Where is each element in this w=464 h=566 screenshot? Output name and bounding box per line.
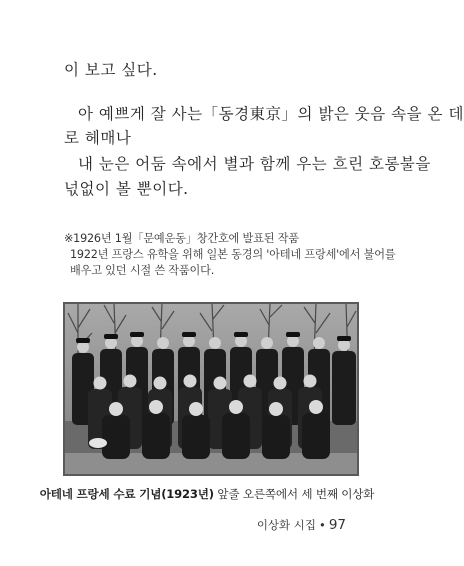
- poem-line-5: 넋없이 볼 뿐이다.: [64, 180, 189, 198]
- note-line-1: ※1926년 1월「문예운동」창간호에 발표된 작품: [64, 232, 299, 245]
- note-line-2: 1922년 프랑스 유학을 위해 일본 동경의 '아테네 프랑세'에서 불어를: [70, 248, 396, 261]
- poem-line-1: 이 보고 싶다.: [64, 61, 158, 79]
- caption-description: 앞줄 오른쪽에서 세 번째 이상화: [213, 487, 375, 501]
- poem-line-4: 내 눈은 어둠 속에서 별과 함께 우는 흐린 호롱불을: [78, 155, 431, 173]
- footer-separator-dot: •: [319, 518, 326, 532]
- poem-line-2: 아 예쁘게 잘 사는「동경東京」의 밝은 웃음 속을 온 데: [78, 105, 464, 123]
- caption-title: 아테네 프랑세 수료 기념(1923년): [39, 487, 214, 501]
- note-line-3: 배우고 있던 시절 쓴 작품이다.: [70, 264, 215, 277]
- poem-line-3: 로 헤매나: [64, 129, 132, 147]
- page-footer: [257, 517, 346, 533]
- photo-caption: [0, 486, 414, 502]
- footer-book-title: 이상화 시집: [256, 518, 317, 532]
- group-photo: [64, 303, 358, 475]
- page-number: 97: [328, 517, 346, 533]
